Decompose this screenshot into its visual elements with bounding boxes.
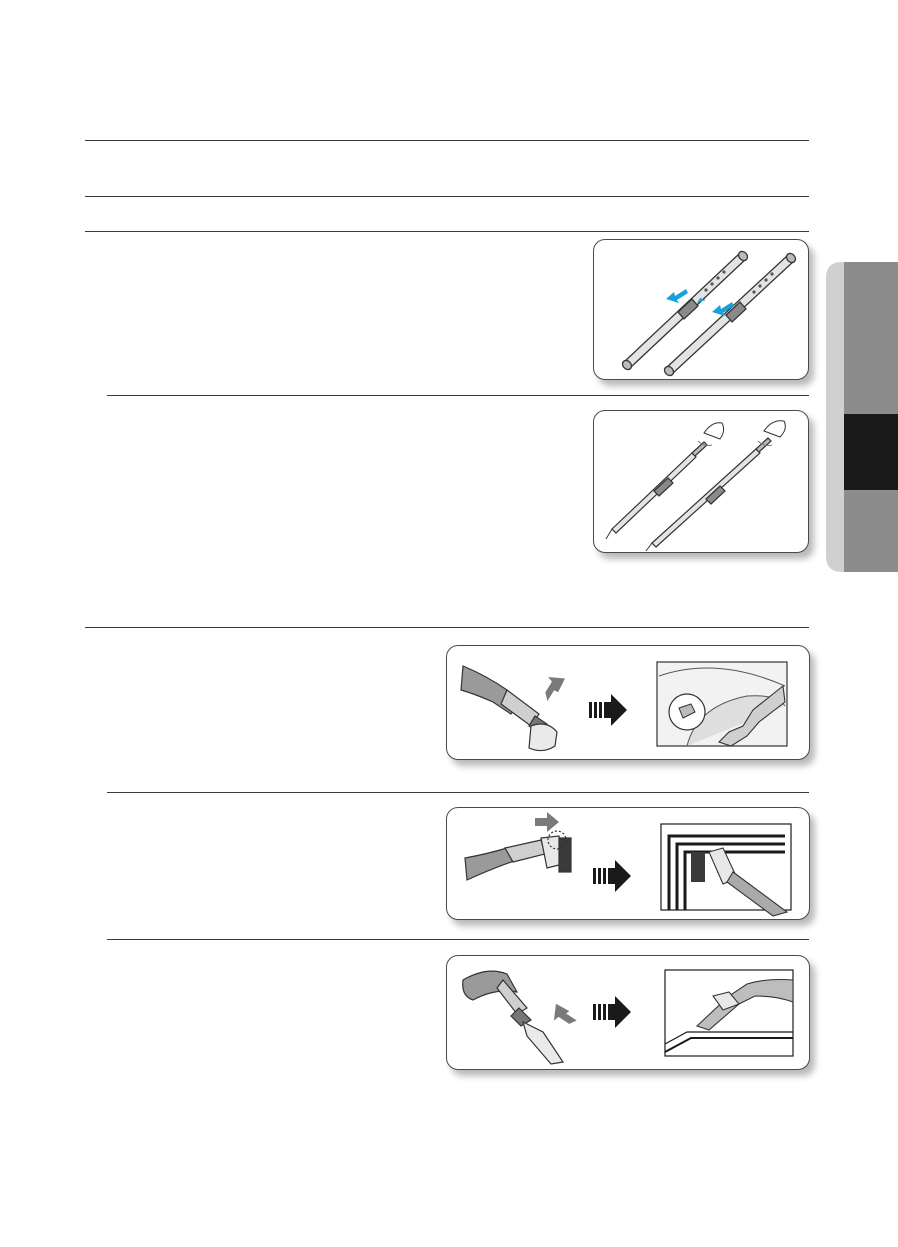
chapter-tab-3 [844,490,898,572]
gray-right-arrow-icon [535,812,559,832]
gray-up-arrow-icon [536,669,569,701]
item-rule-crevice [107,939,809,940]
header-rule-bottom [85,196,809,197]
black-right-arrow-icon [593,996,631,1028]
figure-pipe-button-release [593,410,809,553]
figure-pipe-length-adjust [593,239,809,380]
chapter-tab-2-active [844,414,898,490]
item-rule-brush [107,792,809,793]
section-rule-accessories [85,627,809,628]
item-rule-pipe-2 [107,395,809,396]
hand-icon [704,421,785,439]
figure-dusting-brush [446,807,810,920]
chapter-side-tabs [822,262,898,572]
header-rule-top [85,140,809,141]
section-rule-pipe [85,231,809,232]
black-right-arrow-icon [593,860,631,892]
handle-with-tool [461,666,557,751]
figure-crevice-tool [446,955,810,1070]
handle-with-crevice [463,971,563,1064]
gray-up-arrow-icon [547,1000,577,1032]
black-right-arrow-icon [589,694,627,726]
result-scene [657,662,787,746]
figure-upholstery-tool [446,645,810,760]
handle-with-brush [465,831,571,880]
chapter-tab-1 [844,262,898,414]
